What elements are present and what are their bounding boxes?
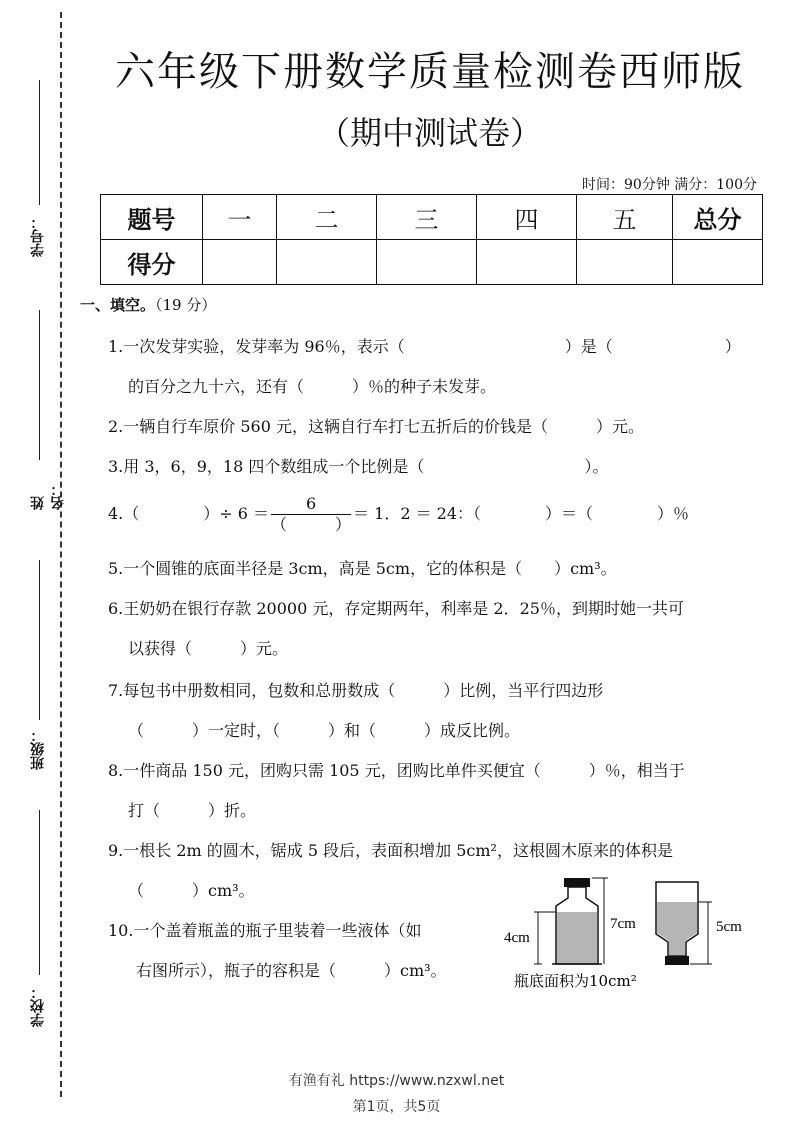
question-4-pre: 4.（ ）÷ 6 ＝	[108, 504, 270, 523]
student-id-line	[39, 80, 40, 205]
header-cell-3: 三	[377, 195, 477, 240]
exam-title: 六年级下册数学质量检测卷西师版	[115, 49, 745, 95]
question-3: 3.用 3，6，9，18 四个数组成一个比例是（ ）。	[108, 457, 609, 476]
question-10-line-2: 右图所示），瓶子的容积是（ ）cm³。	[136, 961, 447, 980]
exam-subtitle: （期中测试卷）	[317, 114, 542, 152]
header-cell-5: 五	[577, 195, 673, 240]
question-8-line-1: 8.一件商品 150 元，团购只需 105 元，团购比单件买便宜（ ）％，相当于	[108, 761, 685, 780]
school-line	[39, 810, 40, 975]
footer-page-number: 第1页，共5页	[352, 1099, 441, 1115]
question-10-line-1: 10.一个盖着瓶盖的瓶子里装着一些液体（如	[108, 921, 422, 940]
question-8-line-2: 打（ ）折。	[128, 801, 257, 820]
bottle-liquid-upright	[557, 912, 597, 963]
header-cell-1: 一	[203, 195, 277, 240]
class-label: 班级：	[30, 728, 46, 770]
question-2: 2.一辆自行车原价 560 元，这辆自行车打七五折后的价钱是（ ）元。	[108, 417, 644, 436]
bottle-cap-inverted	[665, 956, 689, 965]
section-1-heading	[80, 294, 216, 315]
score-cell-1[interactable]	[203, 240, 277, 285]
label-5cm: 5cm	[716, 919, 742, 935]
school-label: 学校：	[30, 985, 46, 1027]
question-4-fraction	[271, 494, 351, 535]
name-line	[39, 310, 40, 460]
score-cell-3[interactable]	[377, 240, 477, 285]
label-4cm: 4cm	[504, 930, 530, 946]
score-table-score-row	[101, 240, 763, 285]
binding-dashed-line	[60, 12, 62, 1097]
question-1-line-1: 1.一次发芽实验，发芽率为 96％，表示（ ）是（ ）	[108, 337, 741, 356]
footer-watermark: 有渔有礼 https://www.nzxwl.net	[288, 1073, 505, 1089]
question-1-line-2: 的百分之九十六，还有（ ）％的种子未发芽。	[128, 377, 497, 396]
question-6-line-1: 6.王奶奶在银行存款 20000 元，存定期两年，利率是 2．25％，到期时她一共可	[108, 599, 684, 618]
score-table	[100, 194, 763, 285]
student-id-field[interactable]	[14, 80, 54, 260]
header-cell-total: 总分	[673, 195, 763, 240]
student-id-label: 学号：	[30, 215, 46, 257]
class-line	[39, 560, 40, 720]
label-7cm: 7cm	[610, 916, 636, 932]
bottle-cap-upright	[564, 878, 590, 887]
question-4	[108, 494, 753, 535]
bottle-figure	[500, 872, 760, 992]
question-6-line-2: 以获得（ ）元。	[128, 639, 289, 658]
section-1-title: 一、填空。	[80, 296, 156, 314]
question-9-line-2: （ ）cm³。	[128, 881, 255, 900]
score-table-header-row	[101, 195, 763, 240]
name-label: 姓名：	[30, 482, 66, 510]
header-cell-4: 四	[477, 195, 577, 240]
score-cell-4[interactable]	[477, 240, 577, 285]
score-row-label: 得分	[101, 240, 203, 285]
question-9-line-1: 9.一根长 2m 的圆木，锯成 5 段后，表面积增加 5cm²，这根圆木原来的体积是	[108, 841, 673, 860]
name-field[interactable]	[14, 310, 66, 510]
time-score-info: 时间：90分钟 满分：100分	[582, 177, 757, 193]
header-cell-question-no: 题号	[101, 195, 203, 240]
question-7-line-1: 7.每包书中册数相同，包数和总册数成（ ）比例，当平行四边形	[108, 681, 604, 700]
figure-caption: 瓶底面积为10cm²	[514, 972, 637, 990]
score-cell-total[interactable]	[673, 240, 763, 285]
score-cell-2[interactable]	[277, 240, 377, 285]
bottle-liquid-inverted	[657, 902, 697, 955]
question-7-line-2: （ ）一定时，（ ）和（ ）成反比例。	[128, 721, 521, 740]
school-field[interactable]	[14, 810, 54, 1030]
question-4-denominator: （ ）	[271, 515, 352, 534]
header-cell-2: 二	[277, 195, 377, 240]
score-cell-5[interactable]	[577, 240, 673, 285]
class-field[interactable]	[14, 560, 54, 770]
question-5: 5.一个圆锥的底面半径是 3cm，高是 5cm，它的体积是（ ）cm³。	[108, 559, 617, 578]
question-4-post: ＝ 1．2 ＝ 24：（ ）＝（ ）％	[353, 504, 690, 523]
question-4-numerator: 6	[271, 494, 351, 515]
section-1-points: （19 分）	[155, 296, 217, 314]
